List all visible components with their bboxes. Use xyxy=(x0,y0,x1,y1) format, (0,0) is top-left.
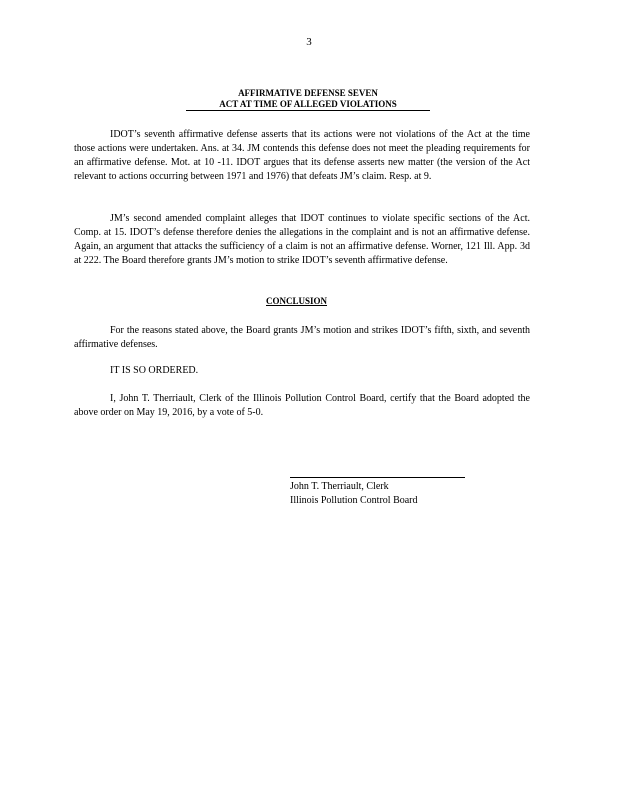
heading-line-2: ACT AT TIME OF ALLEGED VIOLATIONS xyxy=(186,99,430,111)
signature-block xyxy=(290,480,418,508)
paragraph-complaint: JM’s second amended complaint alleges that IDOT continues to violate specific sections of the Act. Comp. at 15. IDOT’s defense therefore denies the allegations in the complaint and is not an affirmative defense. Again, an argument that attacks the sufficiency of a claim is not an affirmative defense. Worner, 121 Ill. App. 3d at 222. The Board therefore grants JM’s motion to strike IDOT’s seventh affirmative defense. xyxy=(74,213,530,266)
paragraph-seventh-defense: IDOT’s seventh affirmative defense asserts that its actions were not violations of the Act at the time those actions were undertaken. Ans. at 34. JM contends this defense does not meet the pleading requirements for an affirmative defense. Mot. at 10 -11. IDOT argues that its defense asserts new matter (the version of the Act relevant to actions occurring between 1971 and 1976) that defeats JM’s claim. Resp. at 9. xyxy=(74,129,530,182)
signature-line xyxy=(290,477,465,478)
page-number: 3 xyxy=(306,36,312,48)
paragraph-certification: I, John T. Therriault, Clerk of the Illinois Pollution Control Board, certify that the Board adopted the above order on May 19, 2016, by a vote of 5-0. xyxy=(74,393,530,418)
paragraph-ordered: IT IS SO ORDERED. xyxy=(110,365,199,376)
section-heading xyxy=(186,88,430,111)
signature-name: John T. Therriault, Clerk xyxy=(290,481,389,492)
signature-org: Illinois Pollution Control Board xyxy=(290,495,418,506)
conclusion-heading: CONCLUSION xyxy=(266,296,328,306)
heading-line-1: AFFIRMATIVE DEFENSE SEVEN xyxy=(238,88,378,98)
paragraph-conclusion: For the reasons stated above, the Board grants JM’s motion and strikes IDOT’s fifth, sixth, and seventh affirmative defenses. xyxy=(74,325,530,350)
